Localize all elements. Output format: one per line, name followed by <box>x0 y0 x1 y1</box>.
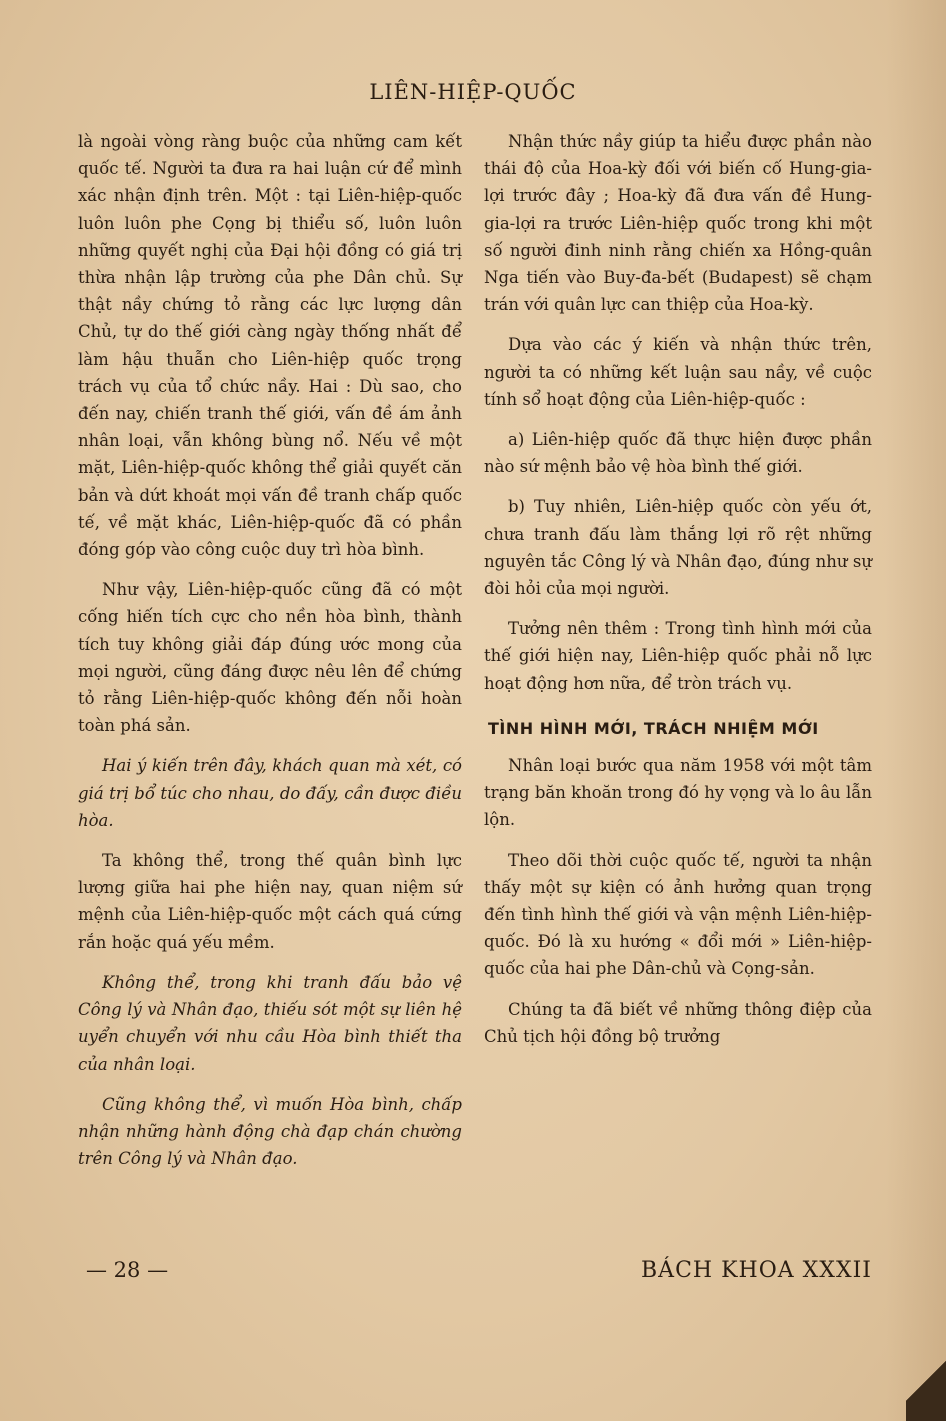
list-item-b: b) Tuy nhiên, Liên-hiệp quốc còn yếu ớt, chưa tranh đấu làm thắng lợi rõ rệt những nguyên tắc Công lý và Nhân đạo, đúng như sự đòi hỏi của mọi người. <box>484 497 872 599</box>
paragraph-italic: Cũng không thể, vì muốn Hòa bình, chấp nhận những hành động chà đạp chán chường trên Công lý và Nhân đạo. <box>78 1094 462 1169</box>
paragraph: Chúng ta đã biết về những thông điệp của Chủ tịch hội đồng bộ trưởng <box>484 999 872 1046</box>
paragraph: Theo dõi thời cuộc quốc tế, người ta nhận thấy một sự kiện có ảnh hưởng quan trọng đến tình hình thế giới và vận mệnh Liên-hiệp-quốc. Đó là xu hướng « đổi mới » Liên-hiệp-quốc của hai phe Dân-chủ và Cọng-sản. <box>484 850 872 979</box>
page-number: — 28 — <box>86 1258 169 1282</box>
section-title: TÌNH HÌNH MỚI, TRÁCH NHIỆM MỚI <box>488 718 819 738</box>
paragraph: Nhân loại bước qua năm 1958 với một tâm trạng băn khoăn trong đó hy vọng và lo âu lẫn lộn. <box>484 756 872 830</box>
running-header: LIÊN-HIỆP-QUỐC <box>369 80 577 104</box>
page-corner <box>906 1341 946 1421</box>
paragraph: Như vậy, Liên-hiệp-quốc cũng đã có một cống hiến tích cực cho nền hòa bình, thành tích tuy không giải đáp đúng ước mong của mọi người, cũng đáng được nêu lên để chứng tỏ rằng Liên-hiệp-quốc không đến nỗi hoàn toàn phá sản. <box>78 580 462 736</box>
right-column <box>484 128 872 1063</box>
paragraph: Ta không thể, trong thế quân bình lực lượng giữa hai phe hiện nay, quan niệm sứ mệnh của Liên-hiệp-quốc một cách quá cứng rắn hoặc quá yếu mềm. <box>78 851 462 952</box>
left-column <box>78 128 462 1185</box>
paragraph: là ngoài vòng ràng buộc của những cam kết quốc tế. Người ta đưa ra hai luận cứ để mình xác nhận định trên. Một : tại Liên-hiệp-quốc luôn luôn phe Cọng bị thiểu số, luôn luôn những quyết nghị của Đại hội đồng có giá trị thừa nhận lập trường của phe Dân chủ. Sự thật nầy chứng tỏ rằng các lực lượng dân Chủ, tự do thế giới càng ngày thống nhất để làm hậu thuẫn cho Liên-hiệp quốc trọng trách vụ của tổ chức nầy. Hai : Dù sao, cho đến nay, chiến tranh thế giới, vấn đề ám ảnh nhân loại, vẫn không bùng nổ. Nếu về một mặt, Liên-hiệp-quốc không thể giải quyết căn bản và dứt khoát mọi vấn đề tranh chấp quốc tế, về mặt khác, Liên-hiệp-quốc đã có phần đóng góp vào công cuộc duy trì hòa bình. <box>78 132 462 560</box>
paragraph-italic: Không thể, trong khi tranh đấu bảo vệ Công lý và Nhân đạo, thiếu sót một sự liên hệ uyển chuyển với nhu cầu Hòa bình thiết tha của nhân loại. <box>78 972 462 1074</box>
paragraph: Dựa vào các ý kiến và nhận thức trên, người ta có những kết luận sau nầy, về cuộc tính sổ hoạt động của Liên-hiệp-quốc : <box>484 335 872 409</box>
paragraph: Nhận thức nầy giúp ta hiểu được phần nào thái độ của Hoa-kỳ đối với biến cố Hung-gia-lợi trước đây ; Hoa-kỳ đã đưa vấn đề Hung-gia-lợi ra trước Liên-hiệp quốc trong khi một số người đinh ninh rằng chiến xa Hồng-quân Nga tiến vào Buy-đa-bết (Budapest) sẽ chạm trán với quân lực can thiệp của Hoa-kỳ. <box>484 132 872 315</box>
page-fold-shadow <box>886 0 946 1421</box>
publication-name: BÁCH KHOA XXXII <box>641 1258 872 1283</box>
paragraph: Tưởng nên thêm : Trong tình hình mới của thế giới hiện nay, Liên-hiệp quốc phải nỗ lực hoạt động hơn nữa, để tròn trách vụ. <box>484 619 872 693</box>
paragraph-italic: Hai ý kiến trên đây, khách quan mà xét, có giá trị bổ túc cho nhau, do đấy, cần được điều hòa. <box>78 756 462 830</box>
list-item-a: a) Liên-hiệp quốc đã thực hiện được phần nào sứ mệnh bảo vệ hòa bình thế giới. <box>484 430 872 477</box>
